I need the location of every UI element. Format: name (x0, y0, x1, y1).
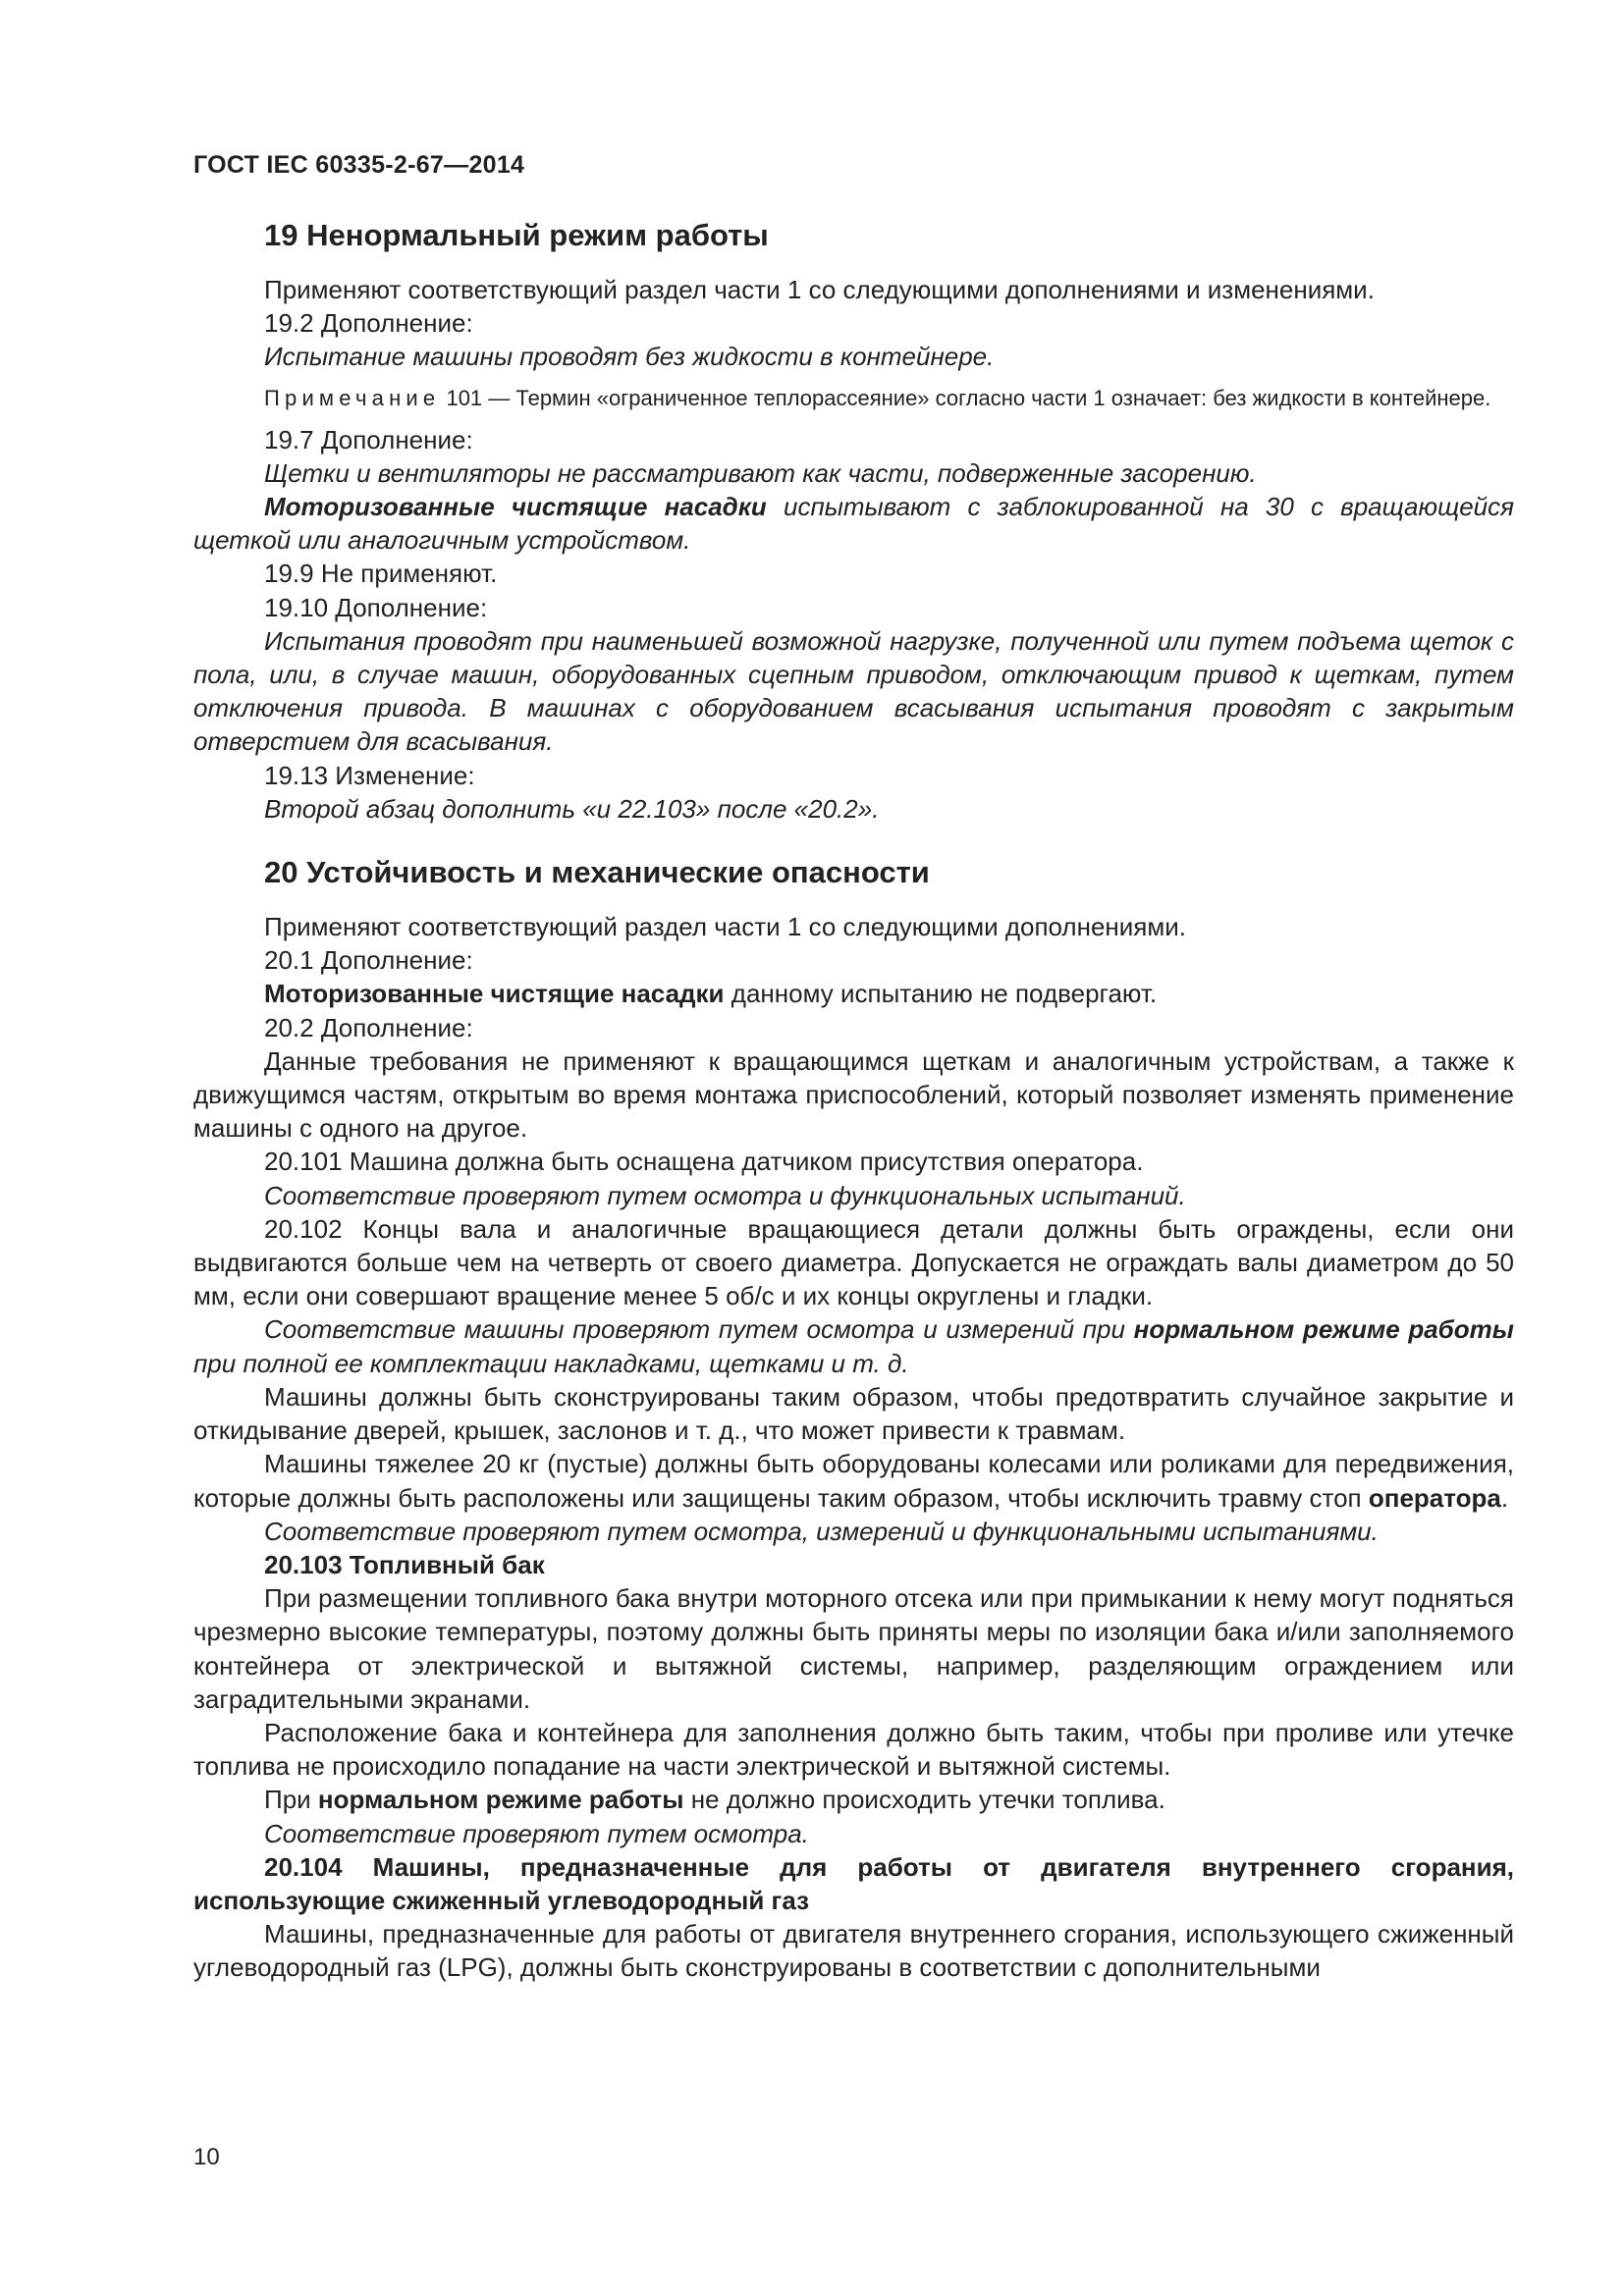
paragraph: 20.101 Машина должна быть оснащена датчиком присутствия оператора. (264, 1147, 1144, 1177)
paragraph: Испытание машины проводят без жидкости в контейнере. (264, 342, 995, 372)
paragraph-text: не должно происходить утечки топлива. (683, 1785, 1165, 1815)
paragraph: Применяют соответствующий раздел части 1 со следующими дополнениями и изменениями. (264, 275, 1375, 304)
paragraph (193, 977, 1514, 1010)
paragraph (193, 1447, 1514, 1514)
subclause-heading: 20.103 Топливный бак (264, 1549, 545, 1579)
clause-number: 19.13 Изменение: (264, 760, 475, 790)
defined-term: Моторизованные чистящие насадки (264, 979, 725, 1009)
defined-term: нормальном режиме работы (317, 1785, 684, 1815)
page-content (193, 216, 1514, 1985)
clause-number: 19.10 Дополнение: (264, 592, 488, 622)
clause-number: 20.1 Дополнение: (264, 945, 473, 976)
paragraph: 20.102 Концы вала и аналогичные вращающиеся детали должны быть ограждены, если они выдвигаются больше чем на четверть от своего диаметра. Допускается не ограждать валы диаметром до 50 мм, если они совершают вращение менее 5 об/с и их концы округлены и гладки. (193, 1213, 1514, 1311)
section-19-heading: 19 Ненормальный режим работы (264, 218, 769, 252)
paragraph: Испытания проводят при наименьшей возможной нагрузке, полученной или путем подъема щеток с пола, или, в случае машин, оборудованных сцепным приводом, отключающим привод к щеткам, путем отключения привода. В машинах с оборудованием всасывания испытания проводят с закрытым отверстием для всасывания. (193, 625, 1514, 757)
paragraph-text: испытывают с заблокированной на 30 с вращающейся щеткой или аналогичным устройством. (193, 492, 1514, 556)
document-header: ГОСТ IEC 60335-2-67—2014 (193, 151, 525, 179)
page-number: 10 (193, 2144, 220, 2170)
paragraph (193, 1783, 1514, 1816)
section-20-heading: 20 Устойчивость и механические опасности (264, 855, 930, 890)
paragraph-text: . (1500, 1482, 1509, 1513)
paragraph: Машины, предназначенные для работы от двигателя внутреннего сгорания, использующего сжиженный углеводородный газ (LPG), должны быть сконструированы в соответствии с дополнительными (193, 1919, 1514, 1983)
defined-term: нормальном режиме работы (1133, 1314, 1514, 1345)
paragraph: Соответствие проверяют путем осмотра и функциональных испытаний. (264, 1180, 1186, 1210)
note (193, 384, 1514, 413)
note-text: 101 — Термин «ограниченное теплорассеяние» согласно части 1 означает: без жидкости в контейнере. (440, 385, 1491, 410)
paragraph (193, 1312, 1514, 1379)
paragraph: Соответствие проверяют путем осмотра, измерений и функциональными испытаниями. (264, 1516, 1379, 1546)
paragraph (193, 490, 1514, 557)
clause-number: 20.2 Дополнение: (264, 1012, 473, 1042)
paragraph: Расположение бака и контейнера для заполнения должно быть таким, чтобы при проливе или утечке топлива не происходило попадание на части электрической и вытяжной системы. (193, 1717, 1514, 1782)
subclause-heading: 20.104 Машины, предназначенные для работы от двигателя внутреннего сгорания, использующие сжиженный углеводородный газ (193, 1851, 1514, 1915)
clause-number: 19.7 Дополнение: (264, 424, 473, 454)
paragraph-text: при полной ее комплектации накладками, щетками и т. д. (193, 1348, 909, 1378)
paragraph: Второй абзац дополнить «и 22.103» после «20.2». (264, 793, 880, 824)
paragraph: Машины должны быть сконструированы таким образом, чтобы предотвратить случайное закрытие и откидывание дверей, крышек, заслонов и т. д., что может привести к травмам. (193, 1381, 1514, 1446)
paragraph: Щетки и вентиляторы не рассматривают как части, подверженные засорению. (264, 457, 1257, 488)
paragraph: Применяют соответствующий раздел части 1 со следующими дополнениями. (264, 912, 1186, 942)
paragraph-text: Машины тяжелее 20 кг (пустые) должны быть оборудованы колесами или роликами для передвижения, которые должны быть расположены или защищены таким образом, чтобы исключить травму стоп (193, 1449, 1514, 1513)
paragraph-text: При (264, 1785, 318, 1815)
clause-number: 19.9 Не применяют. (264, 559, 498, 589)
note-label: Примечание (264, 385, 441, 410)
paragraph: При размещении топливного бака внутри моторного отсека или при примыкании к нему могут подняться чрезмерно высокие температуры, поэтому должны быть приняты меры по изоляции бака и/или заполняемого контейнера от электрической и вытяжной системы, например, разделяющим ограждением или заградительными экранами. (193, 1583, 1514, 1714)
paragraph-text: Соответствие машины проверяют путем осмотра и измерений при (264, 1314, 1134, 1345)
defined-term: оператора (1368, 1482, 1501, 1513)
defined-term: Моторизованные чистящие насадки (264, 492, 767, 522)
paragraph-text: данному испытанию не подвергают. (724, 979, 1158, 1009)
clause-number: 19.2 Дополнение: (264, 308, 473, 339)
paragraph: Данные требования не применяют к вращающимся щеткам и аналогичным устройствам, а также к движущимся частям, открытым во время монтажа приспособлений, который позволяет изменять применение машины с одного на другое. (193, 1045, 1514, 1144)
paragraph: Соответствие проверяют путем осмотра. (264, 1818, 809, 1848)
